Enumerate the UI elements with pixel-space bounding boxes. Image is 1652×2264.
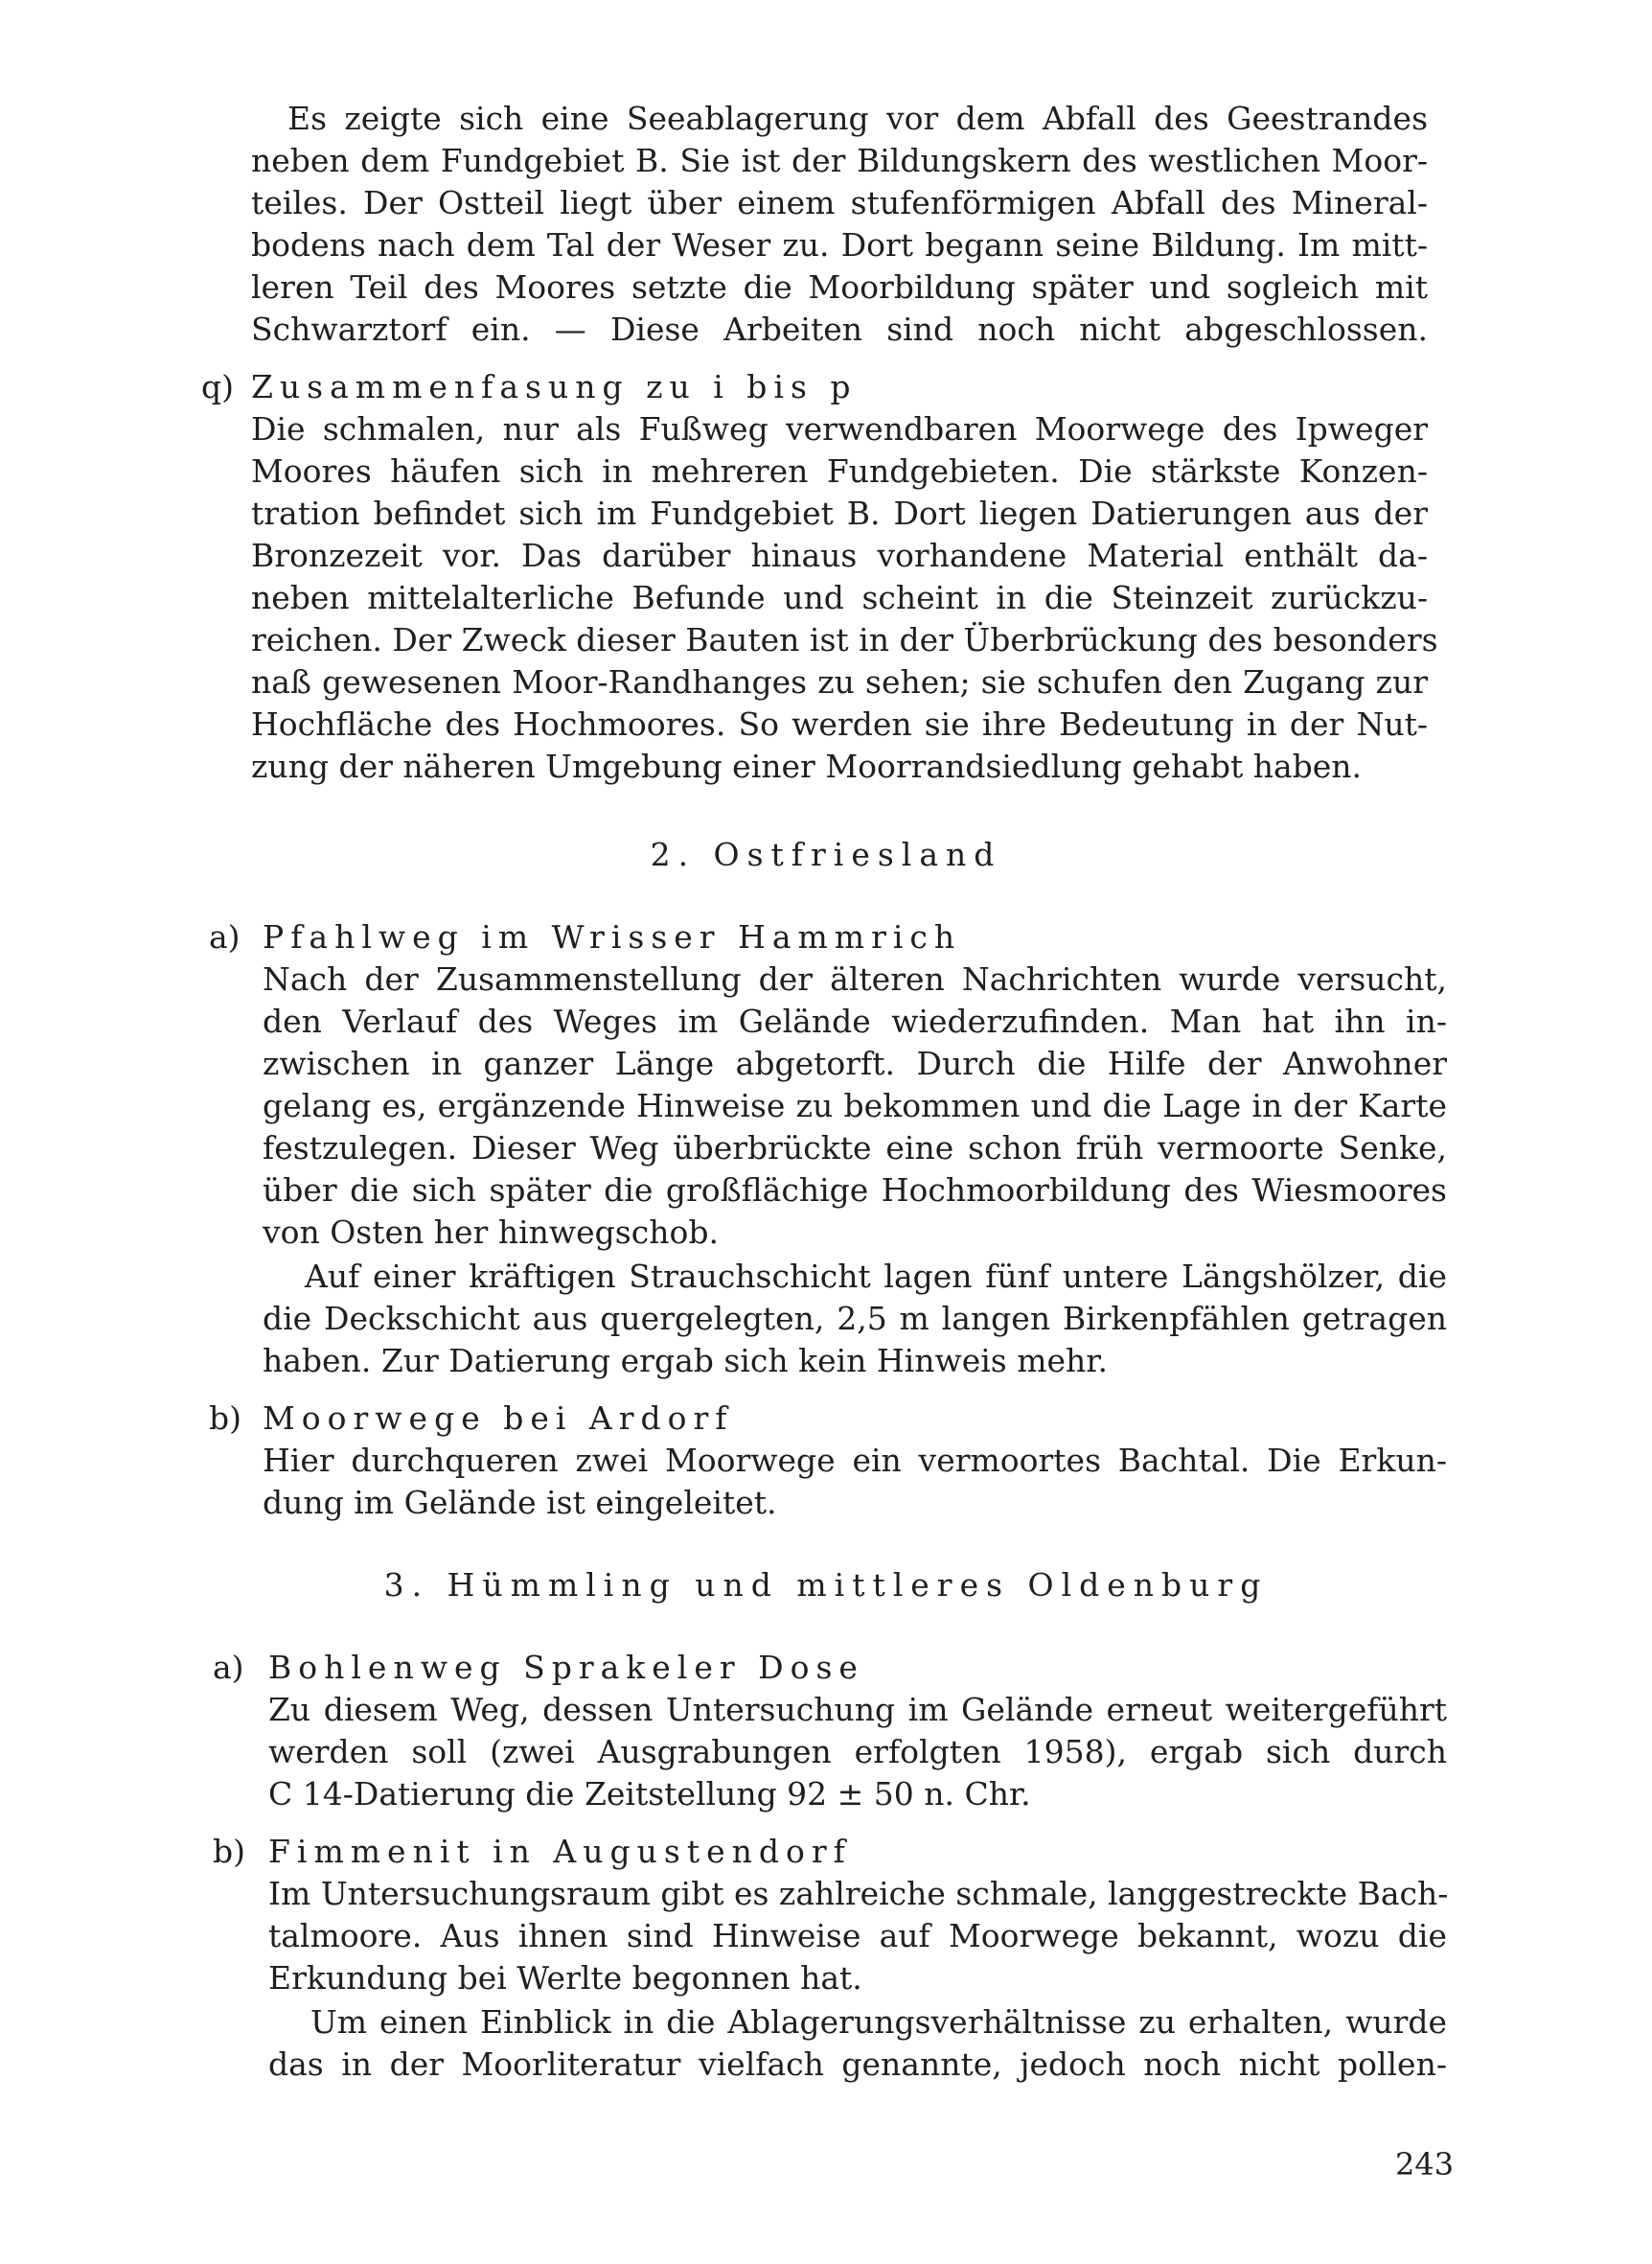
item-marker: b)	[209, 1399, 241, 1437]
body-text-line: Auf einer kräftigen Strauchschicht lagen fünf untere Längshölzer, die	[305, 1258, 1447, 1295]
item-title: Fimmenit in Augustendorf	[268, 1833, 852, 1870]
body-text-line: Im Untersuchungsraum gibt es zahlreiche schmale, langgestreckte Bach-	[268, 1875, 1449, 1912]
body-text-line: Moores häufen sich in mehreren Fundgebieten. Die stärkste Konzen-	[251, 452, 1428, 490]
body-text-line: den Verlauf des Weges im Gelände wiederzufinden. Man hat ihn in-	[263, 1003, 1447, 1040]
body-text-line: Es zeigte sich eine Seeablagerung vor dem Abfall des Geestrandes	[287, 100, 1428, 137]
body-text-line: bodens nach dem Tal der Weser zu. Dort begann seine Bildung. Im mitt-	[251, 226, 1428, 264]
item-marker: q)	[201, 368, 234, 405]
body-text-line: reichen. Der Zweck dieser Bauten ist in der Überbrückung des besonders	[251, 621, 1438, 658]
body-text-line: Nach der Zusammenstellung der älteren Nachrichten wurde versucht,	[263, 960, 1447, 998]
body-text-line: dung im Gelände ist eingeleitet.	[263, 1484, 777, 1521]
item-title: Moorwege bei Ardorf	[263, 1399, 734, 1437]
item-title: Bohlenweg Sprakeler Dose	[268, 1649, 864, 1686]
body-text-line: über die sich später die großflächige Hochmoorbildung des Wiesmoores	[263, 1171, 1447, 1209]
item-marker: a)	[209, 918, 241, 956]
body-text-line: zung der näheren Umgebung einer Moorrandsiedlung gehabt haben.	[251, 748, 1363, 785]
body-text-line: Bronzezeit vor. Das darüber hinaus vorhandene Material enthält da-	[251, 537, 1428, 574]
body-text-line: neben mittelalterliche Befunde und scheint in die Steinzeit zurückzu-	[251, 579, 1428, 616]
body-text-line: werden soll (zwei Ausgrabungen erfolgten 1958), ergab sich durch	[268, 1733, 1447, 1770]
body-text-line: die Deckschicht aus quergelegten, 2,5 m langen Birkenpfählen getragen	[263, 1300, 1447, 1337]
body-text-line: Erkundung bei Werlte begonnen hat.	[268, 1959, 862, 1997]
body-text-line: das in der Moorliteratur vielfach genannte, jedoch noch nicht pollen-	[268, 2045, 1447, 2083]
body-text-line: C 14-Datierung die Zeitstellung 92 ± 50 n. Chr.	[268, 1775, 1031, 1813]
item-title: Pfahlweg im Wrisser Hammrich	[263, 918, 962, 956]
page-number: 243	[1395, 2146, 1455, 2183]
item-title: Zusammenfasung zu i bis p	[251, 368, 858, 405]
section-heading: 3. Hümmling und mittleres Oldenburg	[383, 1566, 1269, 1604]
body-text-line: haben. Zur Datierung ergab sich kein Hinweis mehr.	[263, 1342, 1108, 1379]
body-text-line: Hochfläche des Hochmoores. So werden sie ihre Bedeutung in der Nut-	[251, 705, 1428, 743]
body-text-line: gelang es, ergänzende Hinweise zu bekommen und die Lage in der Karte	[263, 1087, 1447, 1124]
body-text-line: festzulegen. Dieser Weg überbrückte eine schon früh vermoorte Senke,	[263, 1129, 1447, 1167]
item-marker: b)	[213, 1833, 245, 1870]
body-text-line: tration befindet sich im Fundgebiet B. Dort liegen Datierungen aus der	[251, 495, 1428, 532]
body-text-line: talmoore. Aus ihnen sind Hinweise auf Moorwege bekannt, wozu die	[268, 1917, 1447, 1954]
item-marker: a)	[213, 1649, 244, 1686]
body-text-line: Schwarztorf ein. — Diese Arbeiten sind noch nicht abgeschlossen.	[251, 311, 1428, 348]
body-text-line: Hier durchqueren zwei Moorwege ein vermoortes Bachtal. Die Erkun-	[263, 1442, 1447, 1479]
body-text-line: Um einen Einblick in die Ablagerungsverhältnisse zu erhalten, wurde	[310, 2003, 1447, 2041]
body-text-line: teiles. Der Ostteil liegt über einem stufenförmigen Abfall des Mineral-	[251, 184, 1428, 221]
body-text-line: Die schmalen, nur als Fußweg verwendbaren Moorwege des Ipweger	[251, 410, 1428, 448]
section-heading: 2. Ostfriesland	[650, 836, 1002, 873]
body-text-line: leren Teil des Moores setzte die Moorbildung später und sogleich mit	[251, 268, 1428, 306]
body-text-line: Zu diesem Weg, dessen Untersuchung im Gelände erneut weitergeführt	[268, 1691, 1447, 1728]
body-text-line: von Osten her hinwegschob.	[263, 1213, 719, 1251]
body-text-line: naß gewesenen Moor-Randhanges zu sehen; sie schufen den Zugang zur	[251, 663, 1428, 701]
body-text-line: neben dem Fundgebiet B. Sie ist der Bildungskern des westlichen Moor-	[251, 142, 1428, 179]
body-text-line: zwischen in ganzer Länge abgetorft. Durch die Hilfe der Anwohner	[263, 1045, 1447, 1082]
